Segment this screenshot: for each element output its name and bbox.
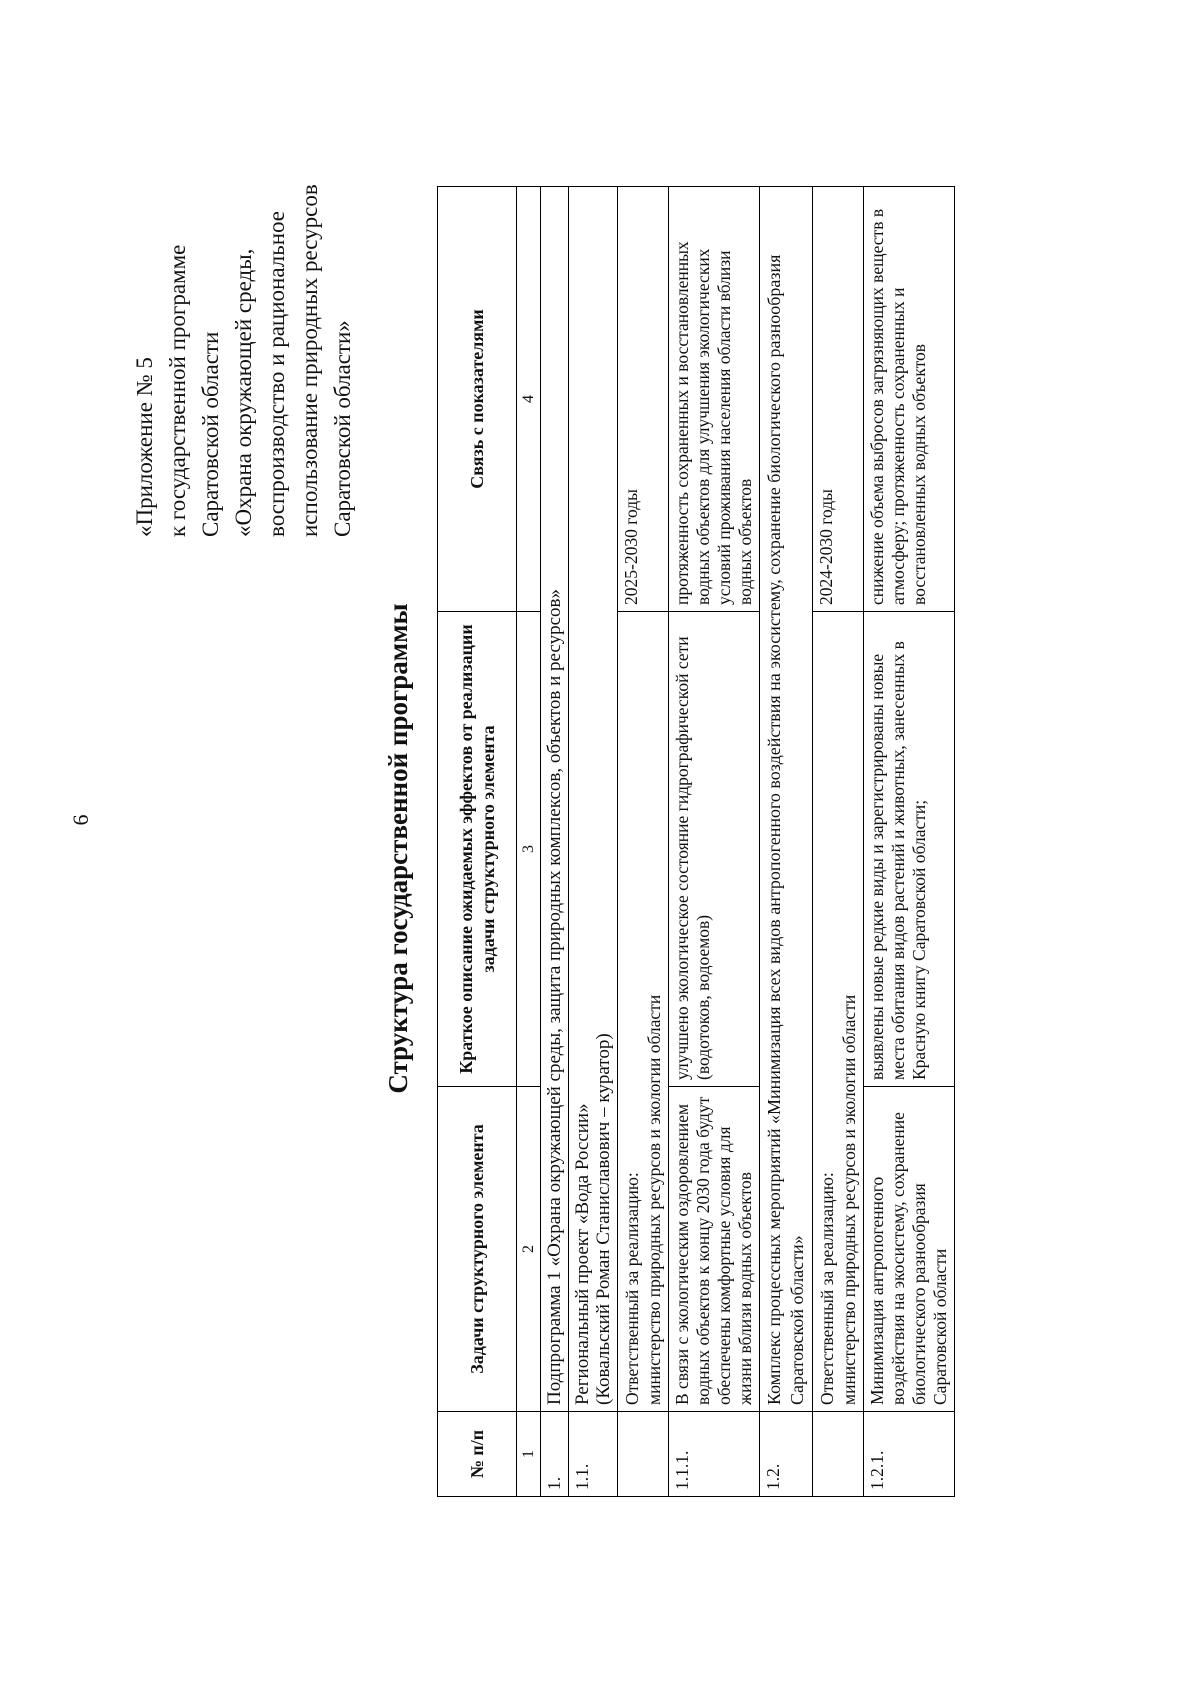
- complex-period: 2024-2030 годы: [813, 187, 864, 612]
- table-header-row: [438, 187, 517, 1497]
- empty-cell: [813, 1412, 864, 1497]
- task-text: В связи с экологическим оздоровлением водных объектов к концу 2030 года будут обеспечены комфортные условия для жизни вблизи водных объектов: [669, 1087, 760, 1412]
- table-row-project: [569, 187, 618, 1497]
- complex-responsible: [813, 612, 864, 1412]
- responsible-value: министерство природных ресурсов и экологии области: [839, 994, 859, 1405]
- complex-title: Комплекс процессных мероприятий «Минимизация всех видов антропогенного воздействия на экосистему, сохранение биологического разнообразия Саратовской области»: [760, 187, 813, 1412]
- indicator-link-text: снижение объема выбросов загрязняющих веществ в атмосферу; протяженность сохраненных и восстановленных водных объектов: [864, 187, 955, 612]
- appendix-line: воспроизводство и рациональное: [264, 210, 289, 537]
- empty-cell: [618, 1412, 669, 1497]
- column-number: 1: [517, 1412, 541, 1497]
- row-number: 1.: [541, 1412, 569, 1497]
- row-number: 1.2.1.: [864, 1412, 955, 1497]
- project-name: Региональный проект «Вода России»: [572, 1103, 593, 1405]
- page-number: 6: [68, 814, 93, 826]
- subprogram-title: Подпрограмма 1 «Охрана окружающей среды, защита природных комплексов, объектов и ресурсов»: [541, 187, 569, 1412]
- responsible-label: Ответственный за реализацию:: [622, 1172, 642, 1405]
- project-title: [569, 187, 618, 1412]
- effect-text: выявлены новые редкие виды и зарегистрированы новые места обитания видов растений и животных, занесенных в Красную книгу Саратовской области;: [864, 612, 955, 1087]
- appendix-line: Саратовской области»: [330, 320, 355, 537]
- table-row-complex: [760, 187, 813, 1497]
- header-indicators: Связь с показателями: [438, 187, 517, 612]
- responsible-value: министерство природных ресурсов и экологии области: [644, 994, 664, 1405]
- column-number: 3: [517, 612, 541, 1087]
- table-row-complex-responsible: [813, 187, 864, 1497]
- appendix-line: использование природных ресурсов: [297, 184, 322, 537]
- column-number: 4: [517, 187, 541, 612]
- appendix-line: к государственной программе: [165, 244, 190, 537]
- table-row-task-1-1-1: [669, 187, 760, 1497]
- indicator-link-text: протяженность сохраненных и восстановленных водных объектов для улучшения экологических условий проживания населения области вблизи водных объектов: [669, 187, 760, 612]
- row-number: 1.2.: [760, 1412, 813, 1497]
- structure-table: [437, 186, 955, 1497]
- row-number: 1.1.: [569, 1412, 618, 1497]
- column-number-row: [517, 187, 541, 1497]
- header-effects: Краткое описание ожидаемых эффектов от реализации задачи структурного элемента: [438, 612, 517, 1087]
- effect-text: улучшено экологическое состояние гидрографической сети (водотоков, водоемов): [669, 612, 760, 1087]
- project-responsible: [618, 612, 669, 1412]
- appendix-block: [128, 87, 359, 537]
- column-number: 2: [517, 1087, 541, 1412]
- task-text: Минимизация антропогенного воздействия на экосистему, сохранение биологического разнообразия Саратовской области: [864, 1087, 955, 1412]
- header-tasks: Задачи структурного элемента: [438, 1087, 517, 1412]
- appendix-line: «Охрана окружающей среды,: [231, 248, 256, 537]
- document-title: Структура государственной программы: [383, 603, 413, 1094]
- appendix-line: «Приложение № 5: [132, 357, 157, 537]
- table-row-task-1-2-1: [864, 187, 955, 1497]
- header-number: № п/п: [438, 1412, 517, 1497]
- table-row-subprogram: [541, 187, 569, 1497]
- appendix-line: Саратовской области: [198, 331, 223, 537]
- table-row-project-responsible: [618, 187, 669, 1497]
- project-period: 2025-2030 годы: [618, 187, 669, 612]
- row-number: 1.1.1.: [669, 1412, 760, 1497]
- responsible-label: Ответственный за реализацию:: [817, 1172, 837, 1405]
- project-curator: (Ковальский Роман Станиславович – куратор): [593, 1033, 614, 1405]
